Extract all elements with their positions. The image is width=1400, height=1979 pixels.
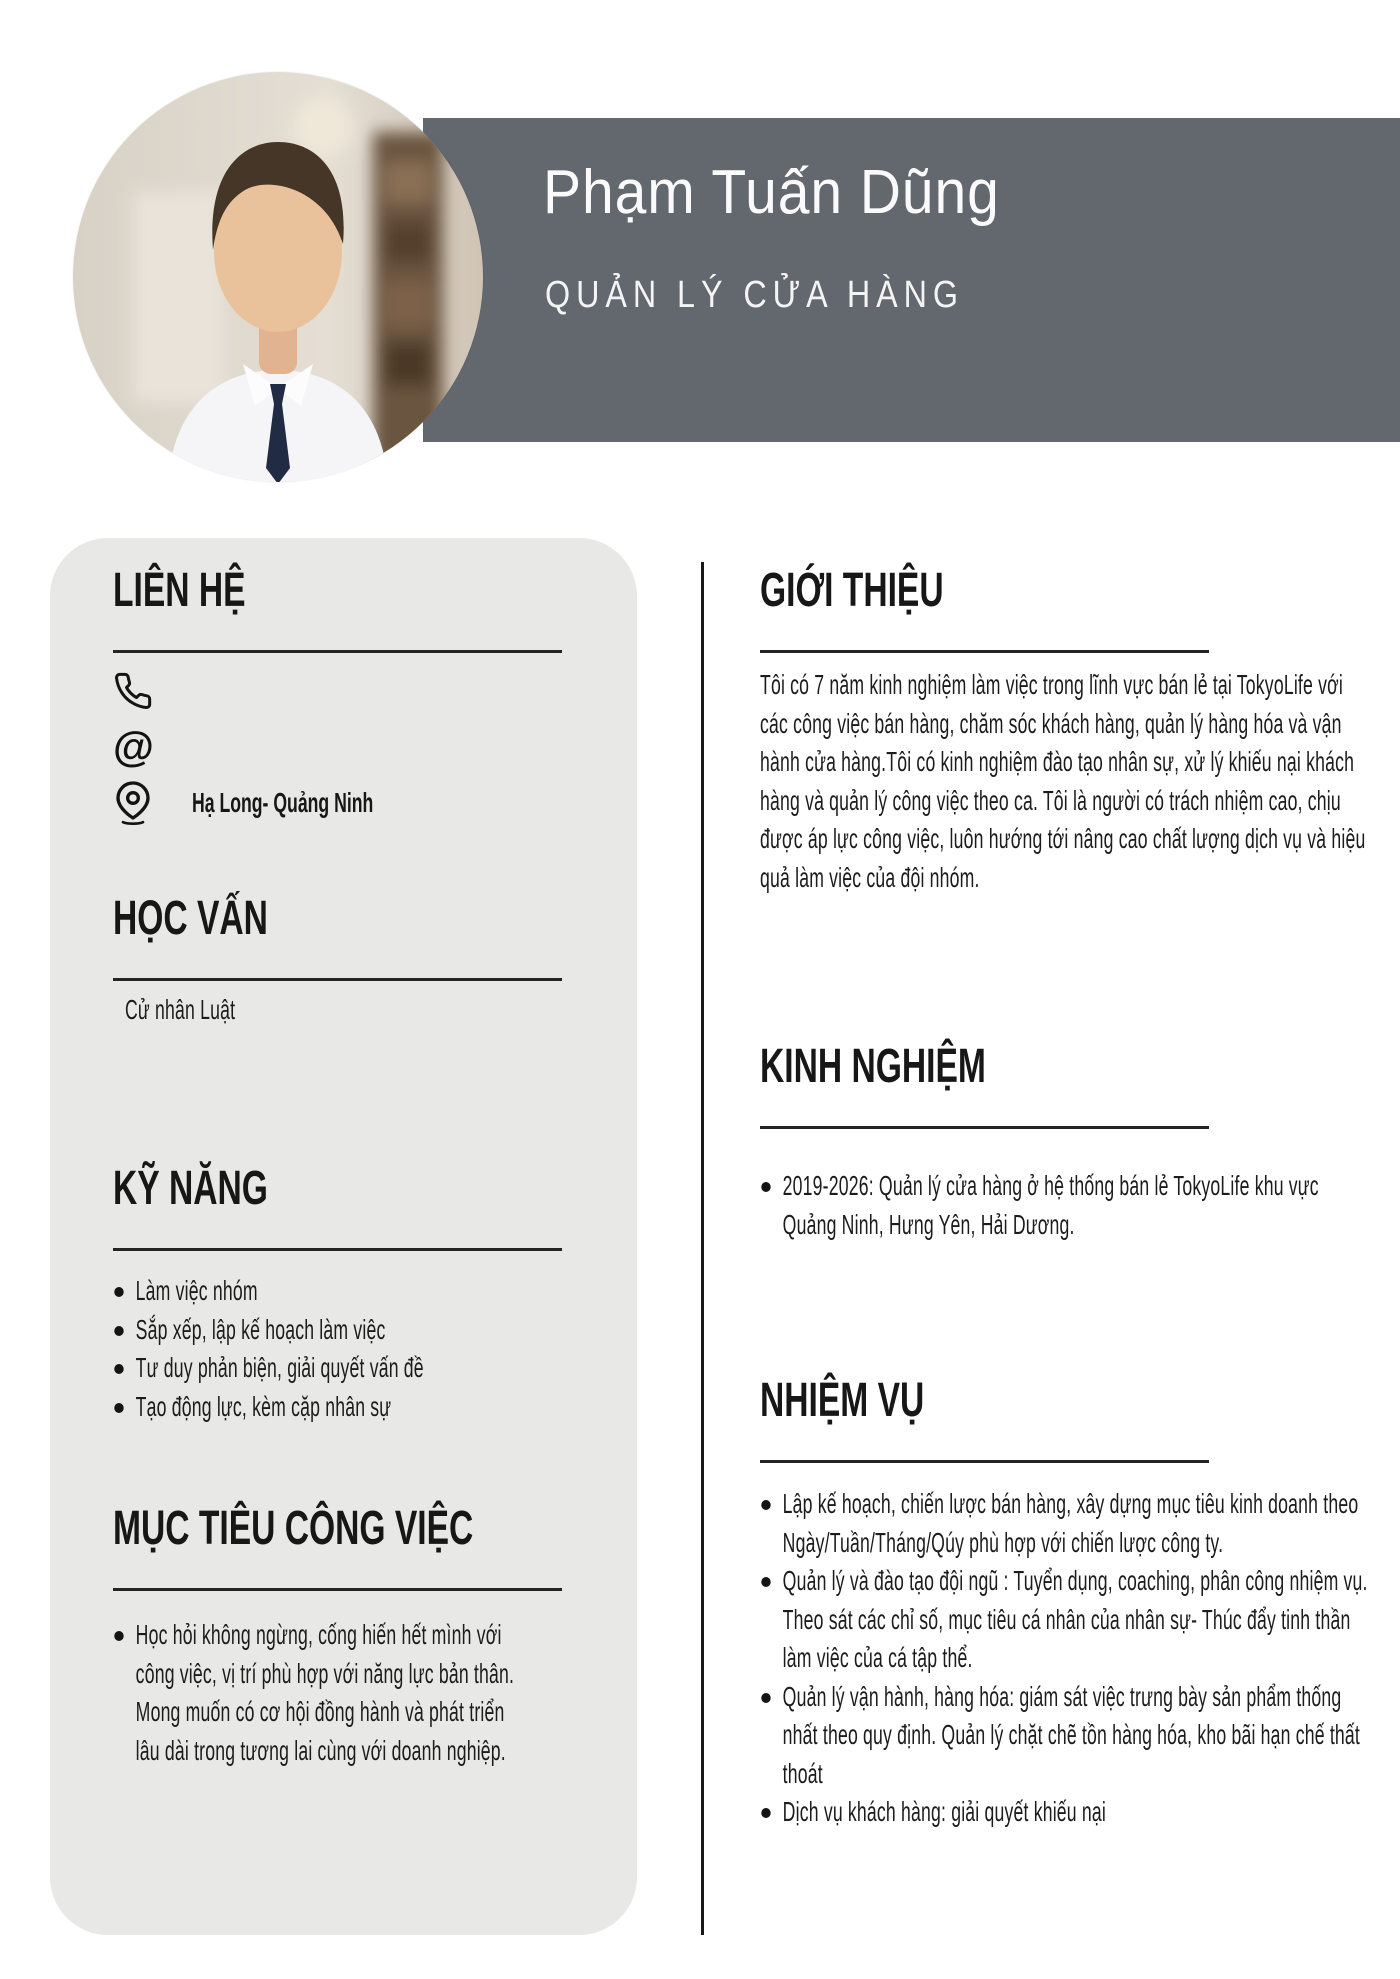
section-rule <box>760 1460 1209 1463</box>
duty-item: Dịch vụ khách hàng: giải quyết khiếu nại <box>760 1793 1374 1832</box>
skill-item: Làm việc nhóm <box>113 1272 554 1311</box>
skill-item: Tư duy phản biện, giải quyết vấn đề <box>113 1349 554 1388</box>
section-rule <box>113 1248 562 1251</box>
phone-icon <box>113 667 159 715</box>
job-title <box>545 270 1038 328</box>
about-body: Tôi có 7 năm kinh nghiệm làm việc trong lĩnh vực bán lẻ tại TokyoLife với các công việc bán hàng, chăm sóc khách hàng, quản lý hàng hóa và vận hành cửa hàng.Tôi có kinh nghiệm đào tạo nhân sự, xử lý khiếu nại khách hàng và quản lý công việc theo ca. Tôi là người có trách nhiệm cao, chịu được áp lực công việc, luôn hướng tới nâng cao chất lượng dịch vụ và hiệu quả làm việc của đội nhóm. <box>760 669 1366 893</box>
duty-item: Quản lý vận hành, hàng hóa: giám sát việc trưng bày sản phẩm thống nhất theo quy định. Quản lý chặt chẽ tồn hàng hóa, kho bãi hạn chế thất thoát <box>760 1678 1374 1794</box>
education-item: Cử nhân Luật <box>124 994 236 1025</box>
job-title-text: QUẢN LÝ CỬA HÀNG <box>545 274 964 316</box>
email-at-icon: @ <box>113 723 154 770</box>
experience-list <box>760 1167 1374 1244</box>
person-name-text: Phạm Tuấn Dũng <box>543 158 1000 227</box>
profile-photo <box>73 72 483 482</box>
contact-heading: LIÊN HỆ <box>113 564 246 617</box>
location-pin-icon <box>113 779 159 827</box>
person-name <box>543 158 1040 244</box>
section-rule <box>113 978 562 981</box>
skills-list <box>113 1272 554 1426</box>
objective-heading: MỤC TIÊU CÔNG VIỆC <box>113 1502 474 1555</box>
section-rule <box>113 650 562 653</box>
contact-row-email <box>113 723 562 771</box>
section-skills <box>113 1164 562 1426</box>
experience-heading: KINH NGHIỆM <box>760 1040 986 1093</box>
section-rule <box>760 650 1209 653</box>
section-duties <box>760 1376 1374 1832</box>
skill-item: Sắp xếp, lập kế hoạch làm việc <box>113 1311 554 1350</box>
header-band <box>423 118 1400 442</box>
skills-heading: KỸ NĂNG <box>113 1162 268 1215</box>
section-about <box>760 566 1374 897</box>
section-rule <box>113 1588 562 1591</box>
skill-item: Tạo động lực, kèm cặp nhân sự <box>113 1388 554 1427</box>
duties-heading: NHIỆM VỤ <box>760 1374 925 1427</box>
duties-list <box>760 1485 1374 1832</box>
contact-row-location <box>113 779 562 827</box>
objective-list <box>113 1616 516 1770</box>
experience-item: 2019-2026: Quản lý cửa hàng ở hệ thống bán lẻ TokyoLife khu vực Quảng Ninh, Hưng Yên, Hải Dương. <box>760 1167 1374 1244</box>
education-heading: HỌC VẤN <box>113 892 268 945</box>
contact-row-phone <box>113 667 562 715</box>
column-divider <box>701 562 704 1935</box>
section-objective <box>113 1504 562 1770</box>
section-education <box>113 894 562 1030</box>
section-contact <box>113 566 562 827</box>
objective-item: Học hỏi không ngừng, cống hiến hết mình với công việc, vị trí phù hợp với năng lực bản thân. Mong muốn có cơ hội đồng hành và phát triển lâu dài trong tương lai cùng với doanh nghiệp. <box>113 1616 516 1770</box>
location-value: Hạ Long- Quảng Ninh <box>192 787 374 818</box>
duty-item: Quản lý và đào tạo đội ngũ : Tuyển dụng, coaching, phân công nhiệm vụ. Theo sát các chỉ số, mục tiêu cá nhân của nhân sự- Thúc đẩy tinh thần làm việc của cá tập thể. <box>760 1562 1374 1678</box>
section-experience <box>760 1042 1374 1244</box>
section-rule <box>760 1126 1209 1129</box>
profile-photo-graphic <box>73 72 483 482</box>
about-heading: GIỚI THIỆU <box>760 564 944 617</box>
duty-item: Lập kế hoạch, chiến lược bán hàng, xây dựng mục tiêu kinh doanh theo Ngày/Tuần/Tháng/Qúy phù hợp với chiến lược công ty. <box>760 1485 1374 1562</box>
